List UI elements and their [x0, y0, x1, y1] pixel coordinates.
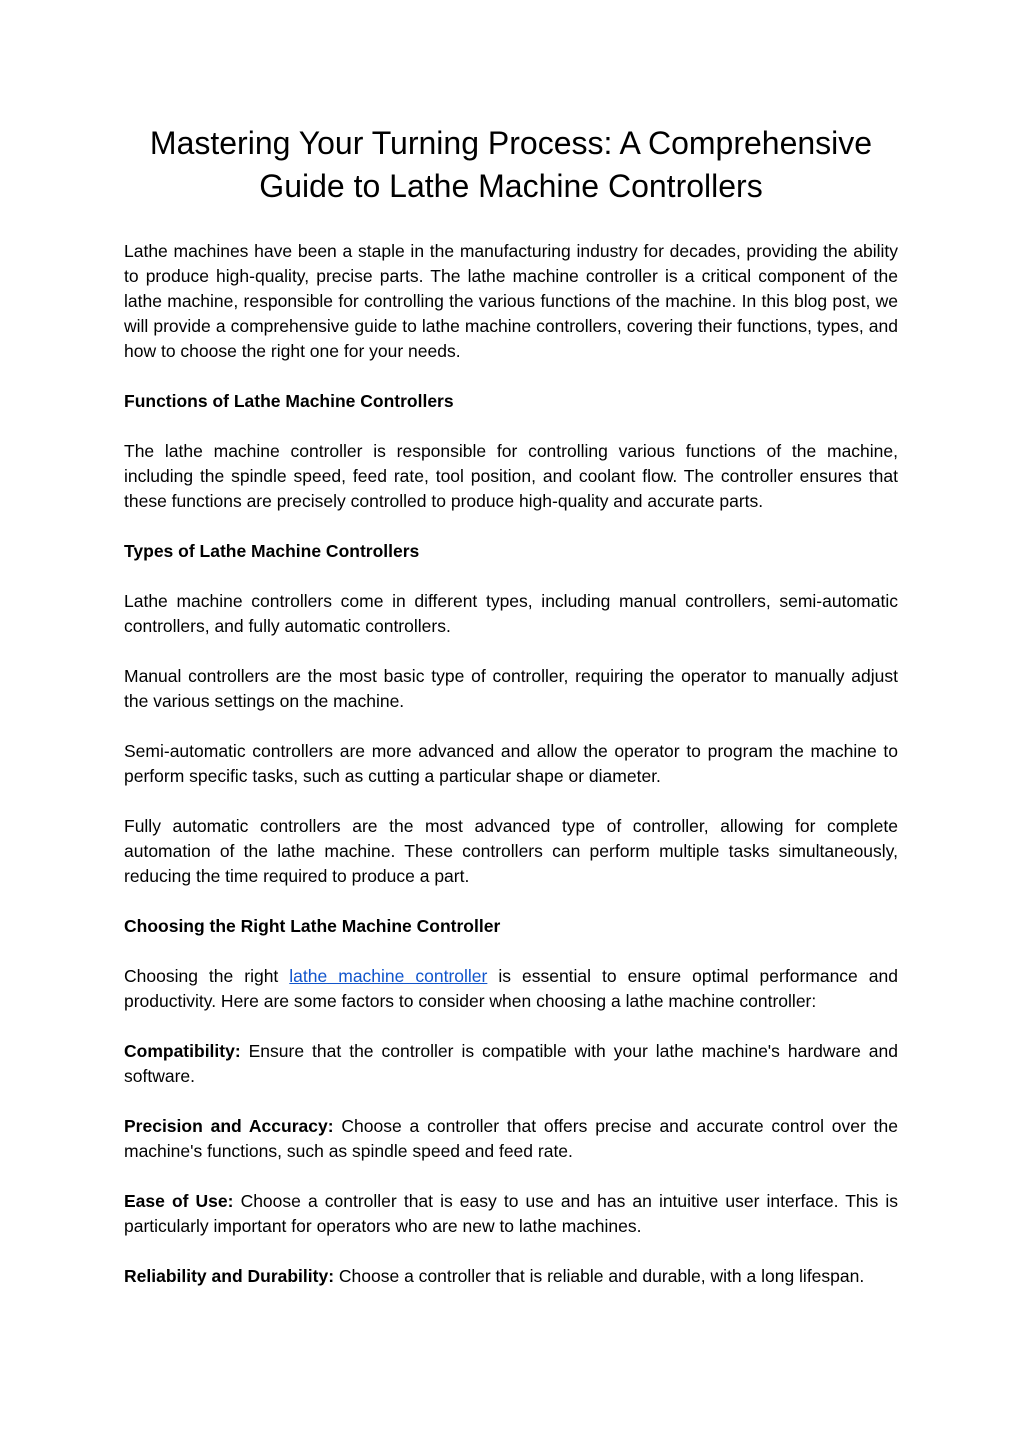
choosing-heading: Choosing the Right Lathe Machine Controller	[124, 916, 501, 936]
document-body	[124, 239, 898, 1314]
document-title: Mastering Your Turning Process: A Comprehensive Guide to Lathe Machine Controllers	[149, 125, 873, 204]
types-paragraph-manual: Manual controllers are the most basic type of controller, requiring the operator to manually adjust the various settings on the machine.	[124, 666, 898, 711]
types-paragraph-semi-automatic: Semi-automatic controllers are more advanced and allow the operator to program the machine to perform specific tasks, such as cutting a particular shape or diameter.	[124, 741, 898, 786]
factor-reliability-durability	[124, 1264, 898, 1289]
factor-ease-of-use	[124, 1189, 898, 1239]
factor-text: Choose a controller that is easy to use and has an intuitive user interface. This is particularly important for operators who are new to lathe machines.	[124, 1191, 898, 1236]
factor-text: Choose a controller that is reliable and durable, with a long lifespan.	[334, 1266, 865, 1286]
factor-label: Compatibility:	[124, 1041, 241, 1061]
factor-label: Precision and Accuracy:	[124, 1116, 334, 1136]
types-paragraph-fully-automatic: Fully automatic controllers are the most advanced type of controller, allowing for complete automation of the lathe machine. These controllers can perform multiple tasks simultaneously, reducing the time required to produce a part.	[124, 816, 898, 886]
factor-label: Reliability and Durability:	[124, 1266, 335, 1286]
choosing-paragraph	[124, 964, 898, 1014]
functions-heading: Functions of Lathe Machine Controllers	[124, 391, 454, 411]
functions-paragraph: The lathe machine controller is responsible for controlling various functions of the machine, including the spindle speed, feed rate, tool position, and coolant flow. The controller ensures that these functions are precisely controlled to produce high-quality and accurate parts.	[124, 441, 898, 511]
choosing-text-before-link: Choosing the right	[124, 966, 290, 986]
intro-paragraph: Lathe machines have been a staple in the manufacturing industry for decades, providing the ability to produce high-quality, precise parts. The lathe machine controller is a critical component of the lathe machine, responsible for controlling the various functions of the machine. In this blog post, we will provide a comprehensive guide to lathe machine controllers, covering their functions, types, and how to choose the right one for your needs.	[124, 241, 898, 361]
factor-compatibility	[124, 1039, 898, 1089]
factor-precision-accuracy	[124, 1114, 898, 1164]
types-heading: Types of Lathe Machine Controllers	[124, 541, 420, 561]
factor-text: Choose a controller that offers precise and accurate control over the machine's functions, such as spindle speed and feed rate.	[124, 1116, 898, 1161]
lathe-machine-controller-link[interactable]: lathe machine controller	[289, 966, 488, 986]
choosing-text-after-link: is essential to ensure optimal performance and productivity. Here are some factors to consider when choosing a lathe machine controller:	[124, 966, 898, 1011]
factor-text: Ensure that the controller is compatible with your lathe machine's hardware and software.	[124, 1041, 898, 1086]
factor-label: Ease of Use:	[124, 1191, 234, 1211]
types-paragraph-overview: Lathe machine controllers come in different types, including manual controllers, semi-automatic controllers, and fully automatic controllers.	[124, 591, 898, 636]
